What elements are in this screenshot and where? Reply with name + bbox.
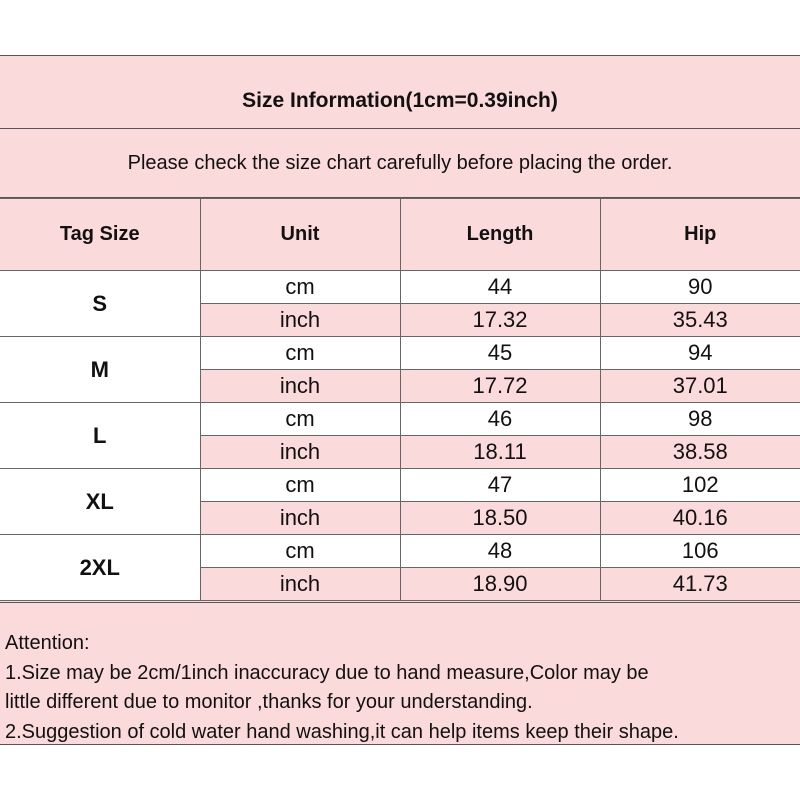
length-cell: 18.50 bbox=[400, 502, 600, 535]
attention-line: little different due to monitor ,thanks for your understanding. bbox=[5, 691, 533, 713]
order-notice: Please check the size chart carefully before placing the order. bbox=[0, 128, 800, 198]
table-row bbox=[0, 337, 800, 370]
size-chart bbox=[0, 55, 800, 745]
tag-size-cell: L bbox=[0, 403, 200, 469]
hip-cell: 40.16 bbox=[600, 502, 800, 535]
hip-cell: 90 bbox=[600, 271, 800, 304]
hip-cell: 102 bbox=[600, 469, 800, 502]
attention-note bbox=[0, 602, 800, 746]
header-length: Length bbox=[400, 199, 600, 271]
unit-cell: cm bbox=[200, 535, 400, 568]
table-row bbox=[0, 271, 800, 304]
unit-cell: cm bbox=[200, 271, 400, 304]
table-row bbox=[0, 403, 800, 436]
tag-size-cell: M bbox=[0, 337, 200, 403]
unit-cell: cm bbox=[200, 469, 400, 502]
hip-cell: 98 bbox=[600, 403, 800, 436]
length-cell: 18.11 bbox=[400, 436, 600, 469]
unit-cell: inch bbox=[200, 370, 400, 403]
length-cell: 45 bbox=[400, 337, 600, 370]
unit-cell: cm bbox=[200, 403, 400, 436]
length-cell: 46 bbox=[400, 403, 600, 436]
hip-cell: 35.43 bbox=[600, 304, 800, 337]
unit-cell: inch bbox=[200, 502, 400, 535]
hip-cell: 41.73 bbox=[600, 568, 800, 601]
unit-cell: cm bbox=[200, 337, 400, 370]
hip-cell: 106 bbox=[600, 535, 800, 568]
unit-cell: inch bbox=[200, 304, 400, 337]
unit-cell: inch bbox=[200, 436, 400, 469]
tag-size-cell: 2XL bbox=[0, 535, 200, 601]
table-header-row bbox=[0, 199, 800, 271]
table-row bbox=[0, 469, 800, 502]
hip-cell: 94 bbox=[600, 337, 800, 370]
length-cell: 48 bbox=[400, 535, 600, 568]
tag-size-cell: S bbox=[0, 271, 200, 337]
unit-cell: inch bbox=[200, 568, 400, 601]
length-cell: 47 bbox=[400, 469, 600, 502]
tag-size-cell: XL bbox=[0, 469, 200, 535]
header-unit: Unit bbox=[200, 199, 400, 271]
length-cell: 17.72 bbox=[400, 370, 600, 403]
chart-title-text: Size Information(1cm=0.39inch) bbox=[242, 89, 558, 112]
hip-cell: 37.01 bbox=[600, 370, 800, 403]
length-cell: 17.32 bbox=[400, 304, 600, 337]
attention-heading: Attention: bbox=[5, 632, 90, 654]
size-table bbox=[0, 198, 800, 601]
hip-cell: 38.58 bbox=[600, 436, 800, 469]
length-cell: 18.90 bbox=[400, 568, 600, 601]
header-tag-size: Tag Size bbox=[0, 199, 200, 271]
attention-line: 2.Suggestion of cold water hand washing,it can help items keep their shape. bbox=[5, 720, 679, 743]
header-hip: Hip bbox=[600, 199, 800, 271]
length-cell: 44 bbox=[400, 271, 600, 304]
table-row bbox=[0, 535, 800, 568]
attention-line: 1.Size may be 2cm/1inch inaccuracy due to hand measure,Color may be bbox=[5, 661, 649, 684]
chart-title bbox=[0, 56, 800, 128]
